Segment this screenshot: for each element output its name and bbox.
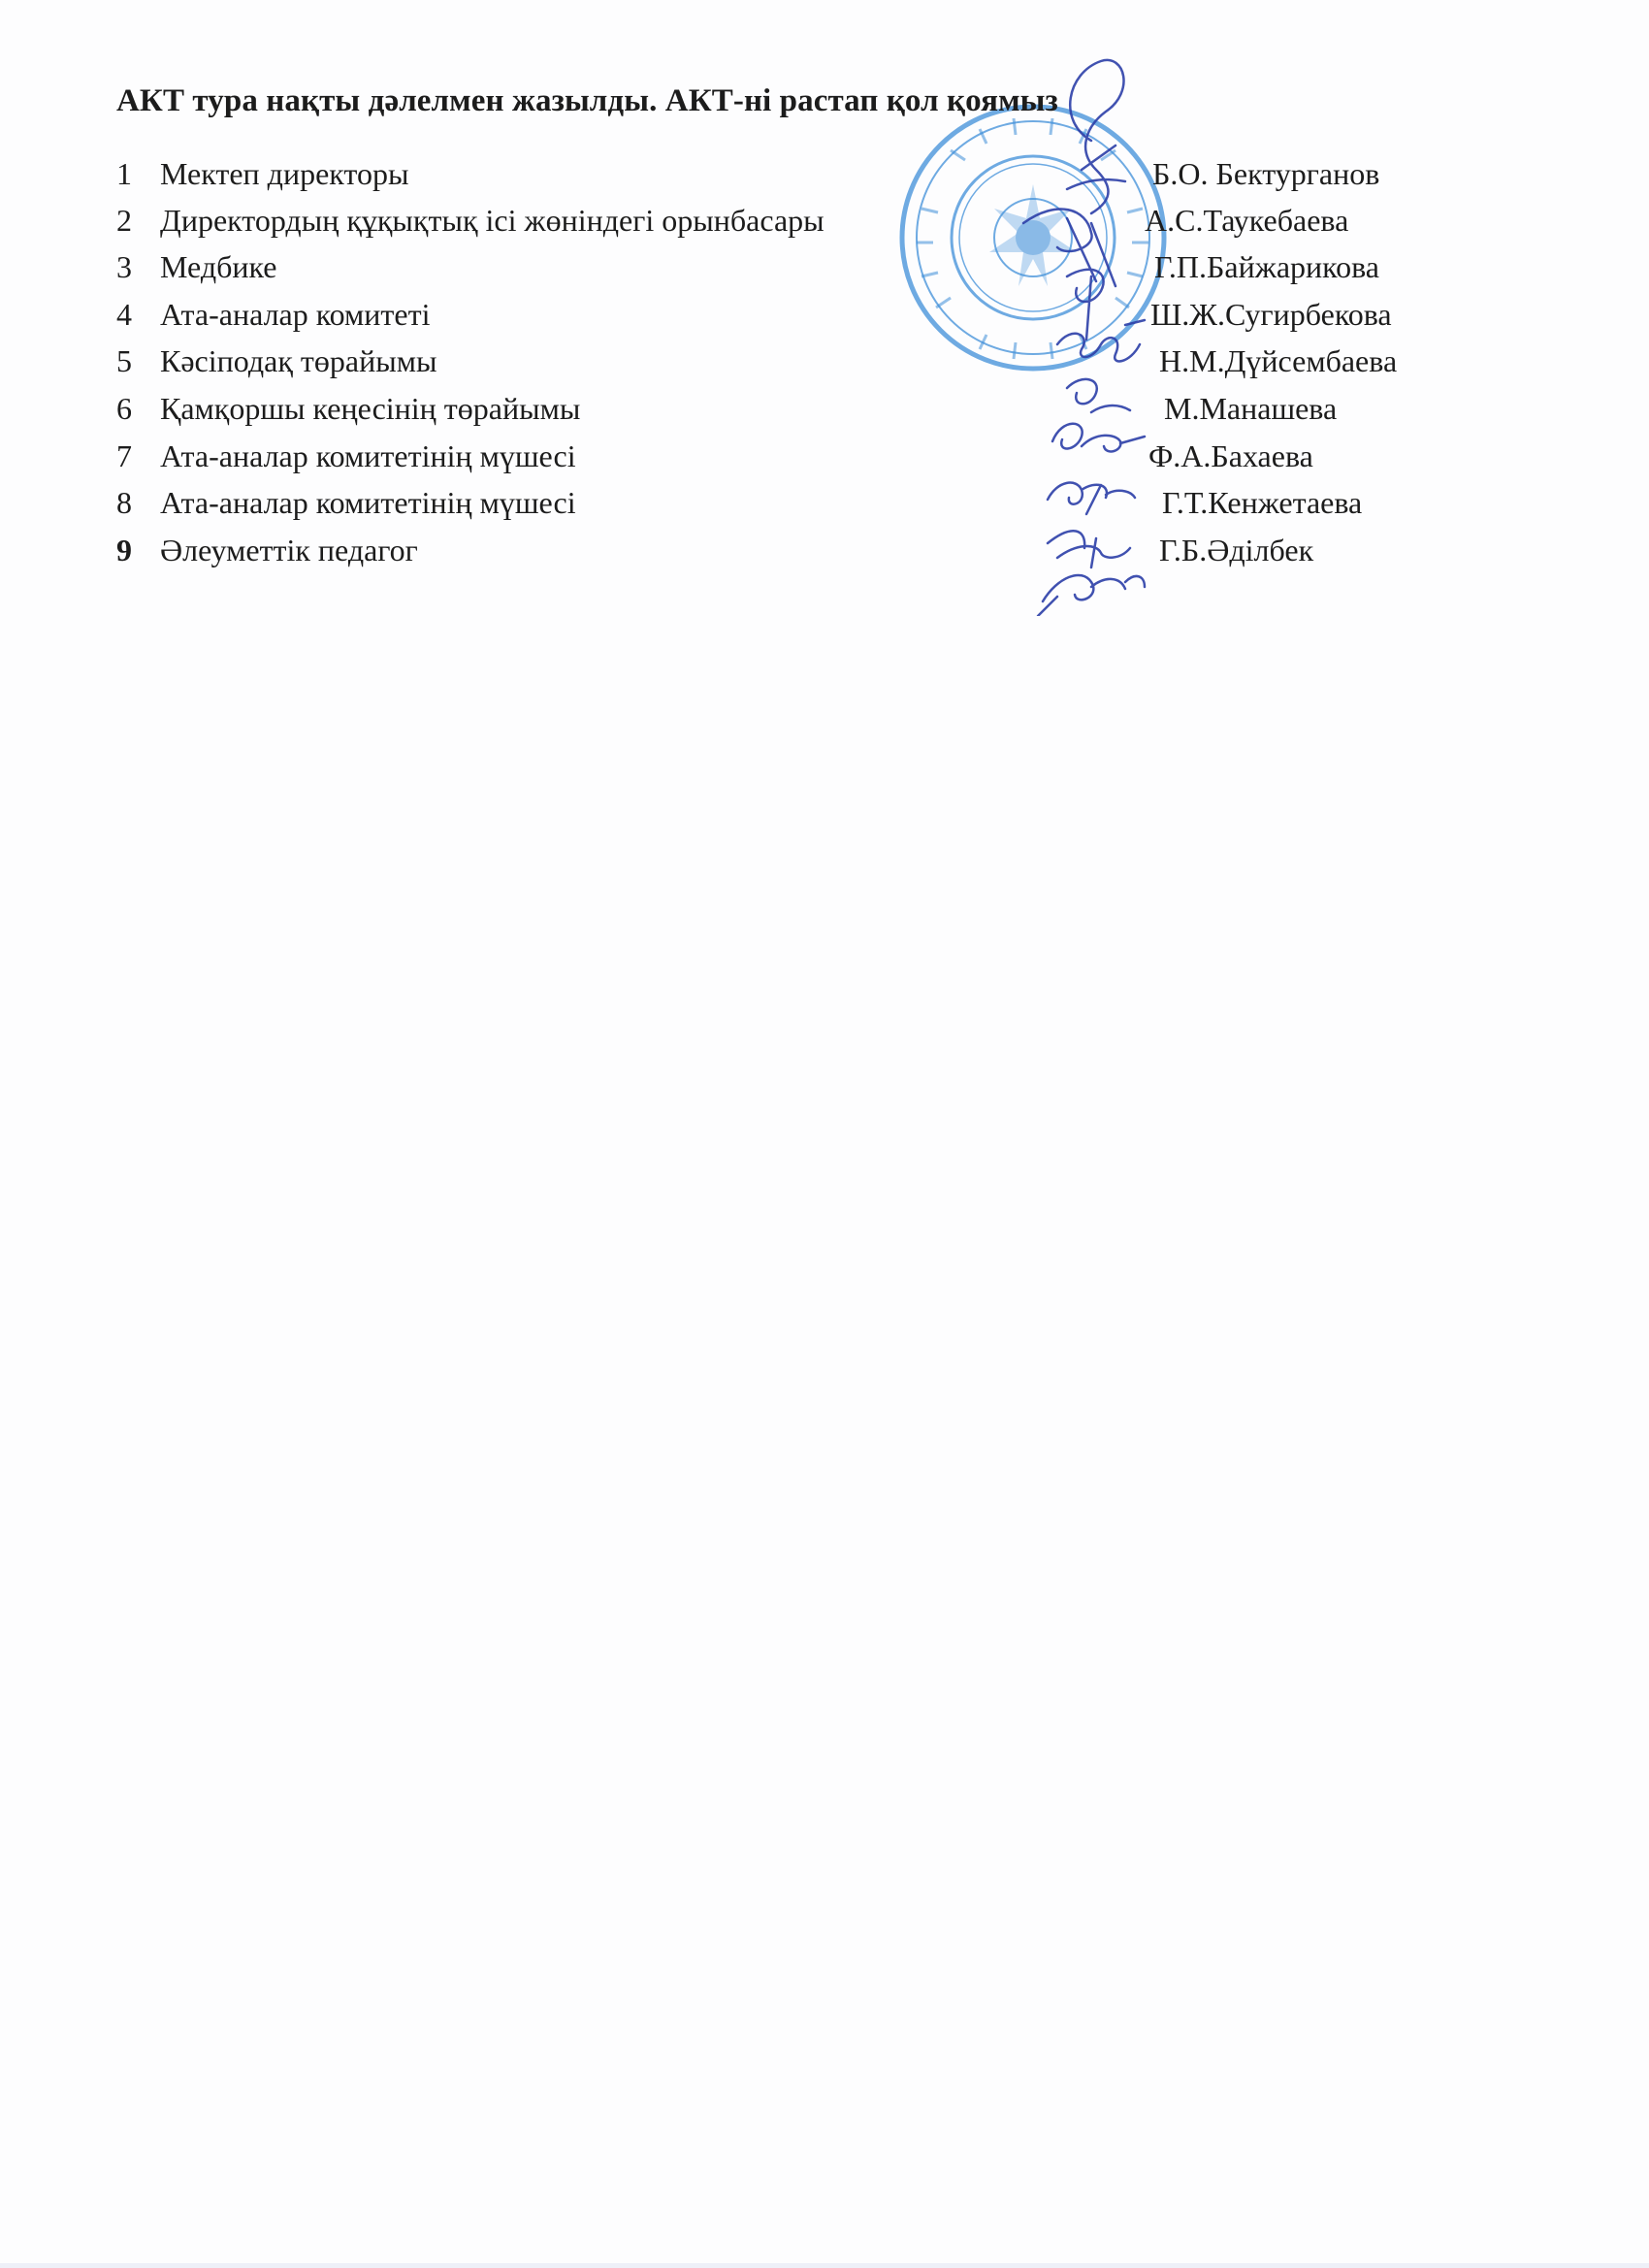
signatory-role: Кәсіподақ төрайымы [160, 343, 437, 378]
signatory-name: Г.П.Байжарикова [1154, 249, 1379, 284]
signatory-number: 7 [116, 438, 132, 473]
signatory-number: 9 [116, 533, 132, 567]
signatory-role: Мектеп директоры [160, 156, 409, 191]
signatory-row [116, 291, 1474, 338]
signatory-name: Н.М.Дүйсембаева [1159, 343, 1398, 378]
signatory-row [116, 385, 1474, 432]
signatory-number: 5 [116, 343, 132, 378]
signatory-number: 4 [116, 297, 132, 332]
signatory-name: Г.Б.Әділбек [1159, 533, 1314, 567]
signatory-role: Қамқоршы кеңесінің төрайымы [160, 391, 581, 426]
signatory-name: Г.Т.Кенжетаева [1162, 485, 1363, 520]
signatory-name: Б.О. Бектурганов [1152, 156, 1380, 191]
signatory-number: 2 [116, 203, 132, 238]
signatory-role: Ата-аналар комитетінің мүшесі [160, 485, 576, 520]
signatory-role: Ата-аналар комитеті [160, 297, 431, 332]
signatory-name: М.Манашева [1164, 391, 1338, 426]
signatory-name: А.С.Таукебаева [1145, 203, 1349, 238]
signatory-row [116, 243, 1474, 290]
signatory-number: 8 [116, 485, 132, 520]
signatory-role: Директордың құқықтық ісі жөніндегі орынбасары [160, 203, 824, 238]
signatory-role: Медбике [160, 249, 277, 284]
signatory-name: Ш.Ж.Сугирбекова [1150, 297, 1392, 332]
signatory-row [116, 197, 1474, 243]
signatory-number: 1 [116, 156, 132, 191]
signatory-role: Ата-аналар комитетінің мүшесі [160, 438, 576, 473]
act-title: АКТ тура нақты дәлелмен жазылды. АКТ-ні растап қол қоямыз [116, 83, 1058, 118]
signatory-number: 3 [116, 249, 132, 284]
page-bottom-edge [0, 2263, 1649, 2268]
signatory-name: Ф.А.Бахаева [1148, 438, 1313, 473]
signatory-row [116, 433, 1474, 479]
signatory-role: Әлеуметтік педагог [160, 533, 418, 567]
signatory-row [116, 527, 1474, 573]
signatory-row [116, 338, 1474, 384]
signatory-number: 6 [116, 391, 132, 426]
signatory-row [116, 150, 1474, 197]
signatory-row [116, 479, 1474, 526]
